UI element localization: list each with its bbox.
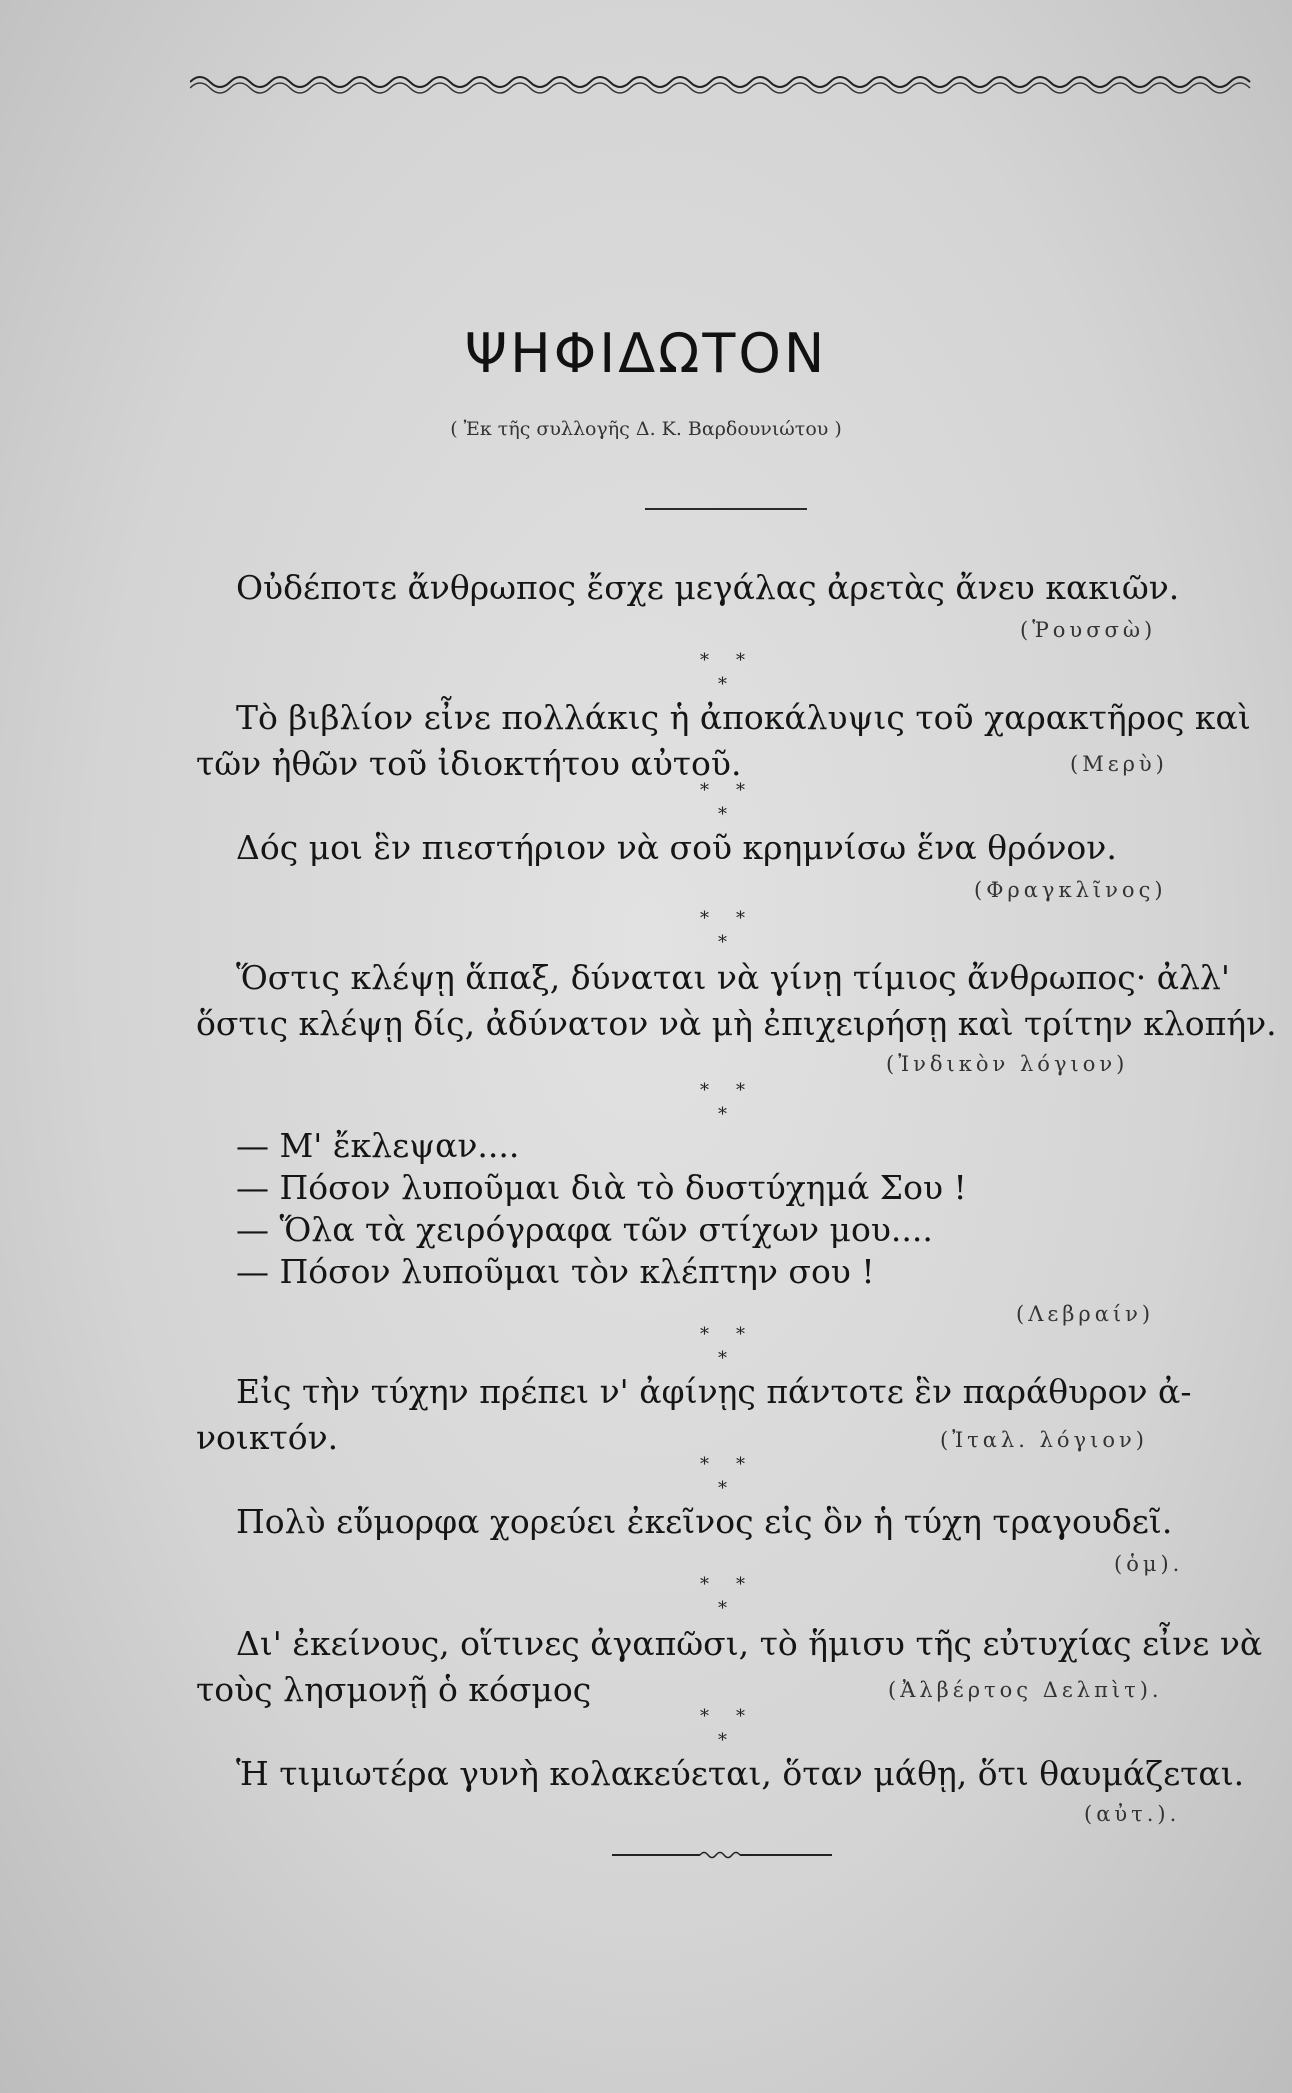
quote-attribution: (Λεβραίν) [1016, 1302, 1155, 1326]
quote-line: τοὺς λησμονῇ ὁ κόσμος [196, 1670, 592, 1709]
quote-line: Ὅστις κλέψῃ ἅπαξ, δύναται νὰ γίνῃ τίμιος ἄνθρωπος· ἀλλ' [236, 958, 1230, 997]
separator-asterisks: * * * [700, 650, 745, 695]
quote-line: — Πόσον λυποῦμαι τὸν κλέπτην σου ! [236, 1252, 875, 1291]
separator-asterisks: * * * [700, 1706, 745, 1751]
quote-line: Ἡ τιμιωτέρα γυνὴ κολακεύεται, ὅταν μάθῃ, ὅτι θαυμάζεται. [236, 1754, 1245, 1793]
quote-line: — Πόσον λυποῦμαι διὰ τὸ δυστύχημά Σου ! [236, 1168, 967, 1207]
quote-line: — Ὅλα τὰ χειρόγραφα τῶν στίχων μου.... [236, 1210, 933, 1249]
quote-attribution: (Μερὺ) [1070, 752, 1168, 776]
page-title: ΨΗΦΙΔΩΤΟΝ [464, 322, 828, 385]
quote-attribution: (Ἀλβέρτος Δελπὶτ). [888, 1678, 1163, 1702]
page-subtitle: ( Ἐκ τῆς συλλογῆς Δ. Κ. Βαρδουνιώτου ) [450, 418, 842, 440]
separator-asterisks: * * * [700, 780, 745, 825]
quote-line: Δός μοι ἓν πιεστήριον νὰ σοῦ κρημνίσω ἕνα θρόνον. [236, 828, 1117, 867]
quote-attribution: (ὁμ). [1114, 1552, 1184, 1576]
decorative-top-border [190, 70, 1255, 100]
bottom-ornament-rule [612, 1848, 832, 1862]
quote-line: Οὐδέποτε ἄνθρωπος ἔσχε μεγάλας ἀρετὰς ἄνευ κακιῶν. [236, 568, 1180, 607]
separator-asterisks: * * * [700, 1574, 745, 1619]
quote-attribution: (Ἰταλ. λόγιον) [940, 1428, 1148, 1452]
separator-asterisks: * * * [700, 908, 745, 953]
quote-attribution: (Ἰνδικὸν λόγιον) [886, 1052, 1129, 1076]
separator-asterisks: * * * [700, 1080, 745, 1125]
separator-asterisks: * * * [700, 1324, 745, 1369]
quote-line: νοικτόν. [196, 1418, 339, 1457]
quote-attribution: (Φραγκλῖνος) [974, 878, 1167, 902]
quote-line: ὅστις κλέψῃ δίς, ἀδύνατον νὰ μὴ ἐπιχειρήσῃ καὶ τρίτην κλοπήν. [196, 1004, 1277, 1043]
separator-asterisks: * * * [700, 1454, 745, 1499]
quote-line: Πολὺ εὔμορφα χορεύει ἐκεῖνος εἰς ὃν ἡ τύχη τραγουδεῖ. [236, 1502, 1173, 1541]
quote-line: Δι' ἐκείνους, οἵτινες ἀγαπῶσι, τὸ ἥμισυ τῆς εὐτυχίας εἶνε νὰ [236, 1624, 1263, 1663]
quote-attribution: (αὐτ.). [1084, 1802, 1181, 1826]
quote-line: — Μ' ἔκλεψαν.... [236, 1126, 520, 1165]
quote-attribution: (Ῥουσσὼ) [1020, 618, 1157, 642]
quote-line: τῶν ἠθῶν τοῦ ἰδιοκτήτου αὐτοῦ. [196, 744, 742, 783]
title-rule [645, 508, 807, 510]
quote-line: Τὸ βιβλίον εἶνε πολλάκις ἡ ἀποκάλυψις τοῦ χαρακτῆρος καὶ [236, 698, 1251, 737]
quote-line: Εἰς τὴν τύχην πρέπει ν' ἀφίνῃς πάντοτε ἓν παράθυρον ἀ- [236, 1372, 1192, 1411]
